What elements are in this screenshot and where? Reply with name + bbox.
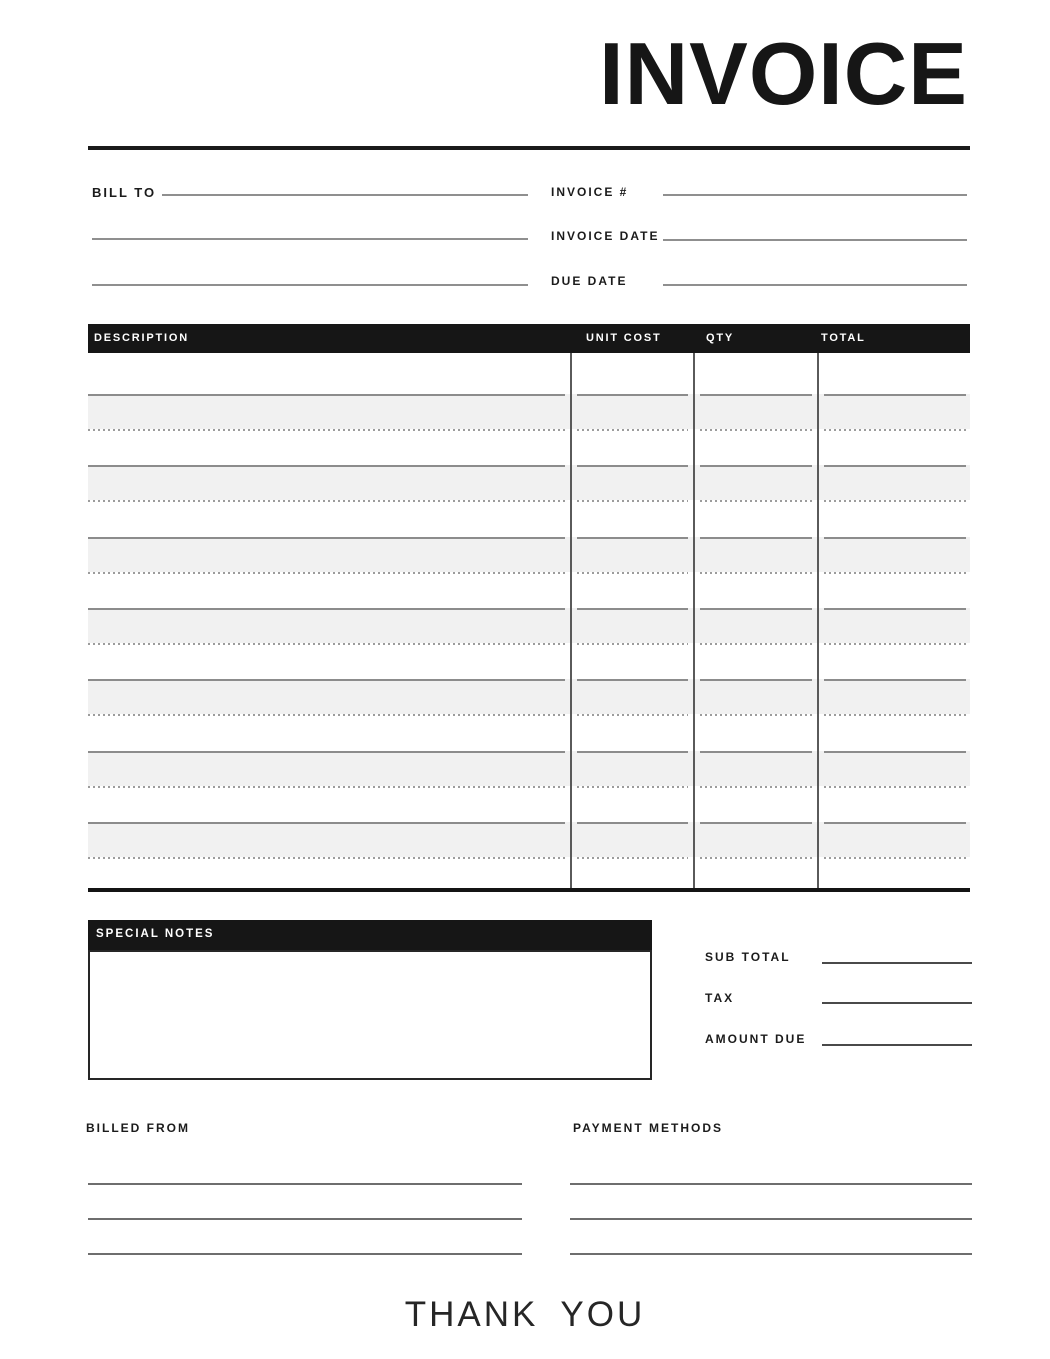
row-bottom-dotted-rule	[700, 643, 812, 645]
row-top-rule	[824, 822, 966, 824]
row-top-rule	[577, 465, 688, 467]
row-bottom-dotted-rule	[88, 786, 565, 788]
row-top-rule	[824, 679, 966, 681]
bill-to-field-line-3[interactable]	[92, 284, 528, 286]
due-date-label: DUE DATE	[551, 274, 628, 288]
subtotal-label: SUB TOTAL	[705, 950, 791, 964]
due-date-field-line[interactable]	[663, 284, 967, 286]
table-row-band[interactable]	[88, 822, 970, 857]
invoice-date-label: INVOICE DATE	[551, 229, 660, 243]
row-top-rule	[577, 537, 688, 539]
amount-due-label: AMOUNT DUE	[705, 1032, 807, 1046]
tax-label: TAX	[705, 991, 735, 1005]
row-top-rule	[824, 751, 966, 753]
payment-methods-label: PAYMENT METHODS	[573, 1121, 724, 1135]
special-notes-header	[88, 920, 652, 950]
row-top-rule	[700, 537, 812, 539]
items-table-body	[88, 353, 970, 892]
row-bottom-dotted-rule	[88, 857, 565, 859]
special-notes-box[interactable]	[88, 950, 652, 1080]
row-bottom-dotted-rule	[700, 714, 812, 716]
billed-from-line-3[interactable]	[88, 1253, 522, 1255]
row-bottom-dotted-rule	[700, 429, 812, 431]
bill-to-field-line-2[interactable]	[92, 238, 528, 240]
row-bottom-dotted-rule	[577, 643, 688, 645]
payment-methods-line-2[interactable]	[570, 1218, 972, 1220]
special-notes-label: SPECIAL NOTES	[96, 928, 215, 941]
row-bottom-dotted-rule	[824, 714, 966, 716]
row-bottom-dotted-rule	[88, 429, 565, 431]
row-bottom-dotted-rule	[577, 714, 688, 716]
row-top-rule	[700, 822, 812, 824]
row-top-rule	[700, 751, 812, 753]
table-row-band[interactable]	[88, 465, 970, 500]
thank-you-text: THANK YOU	[404, 1295, 646, 1334]
col-total-label: TOTAL	[821, 332, 866, 344]
row-bottom-dotted-rule	[88, 572, 565, 574]
row-bottom-dotted-rule	[88, 643, 565, 645]
row-bottom-dotted-rule	[700, 857, 812, 859]
title-rule	[88, 146, 970, 150]
tax-field-line[interactable]	[822, 1002, 972, 1004]
bill-to-label: BILL TO	[92, 185, 157, 200]
amount-due-field-line[interactable]	[822, 1044, 972, 1046]
row-top-rule	[577, 822, 688, 824]
col-description-label: DESCRIPTION	[94, 332, 189, 344]
items-table	[88, 324, 970, 892]
table-bottom-rule	[88, 888, 970, 892]
items-table-header	[88, 324, 970, 353]
row-bottom-dotted-rule	[824, 429, 966, 431]
col-qty-label: QTY	[706, 332, 735, 344]
payment-methods-line-3[interactable]	[570, 1253, 972, 1255]
row-bottom-dotted-rule	[577, 786, 688, 788]
row-bottom-dotted-rule	[577, 572, 688, 574]
table-row-band[interactable]	[88, 608, 970, 643]
payment-methods-line-1[interactable]	[570, 1183, 972, 1185]
row-bottom-dotted-rule	[88, 500, 565, 502]
billed-from-label: BILLED FROM	[86, 1121, 190, 1135]
row-top-rule	[700, 394, 812, 396]
page-title: INVOICE	[599, 24, 968, 123]
bill-to-field-line-1[interactable]	[162, 194, 528, 196]
table-row-band[interactable]	[88, 537, 970, 572]
row-top-rule	[577, 751, 688, 753]
row-top-rule	[577, 608, 688, 610]
row-top-rule	[88, 465, 565, 467]
billed-from-line-2[interactable]	[88, 1218, 522, 1220]
row-bottom-dotted-rule	[700, 500, 812, 502]
row-top-rule	[824, 608, 966, 610]
row-bottom-dotted-rule	[577, 500, 688, 502]
row-top-rule	[88, 679, 565, 681]
col-unit-cost-label: UNIT COST	[586, 332, 662, 344]
row-bottom-dotted-rule	[700, 572, 812, 574]
row-bottom-dotted-rule	[824, 786, 966, 788]
invoice-number-label: INVOICE #	[551, 185, 629, 199]
table-row-band[interactable]	[88, 679, 970, 714]
column-divider-total	[817, 353, 819, 888]
row-bottom-dotted-rule	[824, 572, 966, 574]
row-bottom-dotted-rule	[577, 857, 688, 859]
row-top-rule	[700, 465, 812, 467]
row-bottom-dotted-rule	[577, 429, 688, 431]
subtotal-field-line[interactable]	[822, 962, 972, 964]
row-top-rule	[824, 465, 966, 467]
row-top-rule	[700, 608, 812, 610]
row-top-rule	[577, 679, 688, 681]
row-top-rule	[88, 608, 565, 610]
row-top-rule	[88, 751, 565, 753]
row-top-rule	[88, 394, 565, 396]
row-top-rule	[824, 537, 966, 539]
row-bottom-dotted-rule	[824, 857, 966, 859]
column-divider-unit-cost	[570, 353, 572, 888]
table-row-band[interactable]	[88, 394, 970, 429]
table-row-band[interactable]	[88, 751, 970, 786]
row-bottom-dotted-rule	[700, 786, 812, 788]
row-top-rule	[824, 394, 966, 396]
invoice-date-field-line[interactable]	[663, 239, 967, 241]
row-top-rule	[577, 394, 688, 396]
row-bottom-dotted-rule	[824, 643, 966, 645]
row-top-rule	[88, 537, 565, 539]
row-bottom-dotted-rule	[824, 500, 966, 502]
invoice-number-field-line[interactable]	[663, 194, 967, 196]
billed-from-line-1[interactable]	[88, 1183, 522, 1185]
row-bottom-dotted-rule	[88, 714, 565, 716]
row-top-rule	[700, 679, 812, 681]
column-divider-qty	[693, 353, 695, 888]
row-top-rule	[88, 822, 565, 824]
